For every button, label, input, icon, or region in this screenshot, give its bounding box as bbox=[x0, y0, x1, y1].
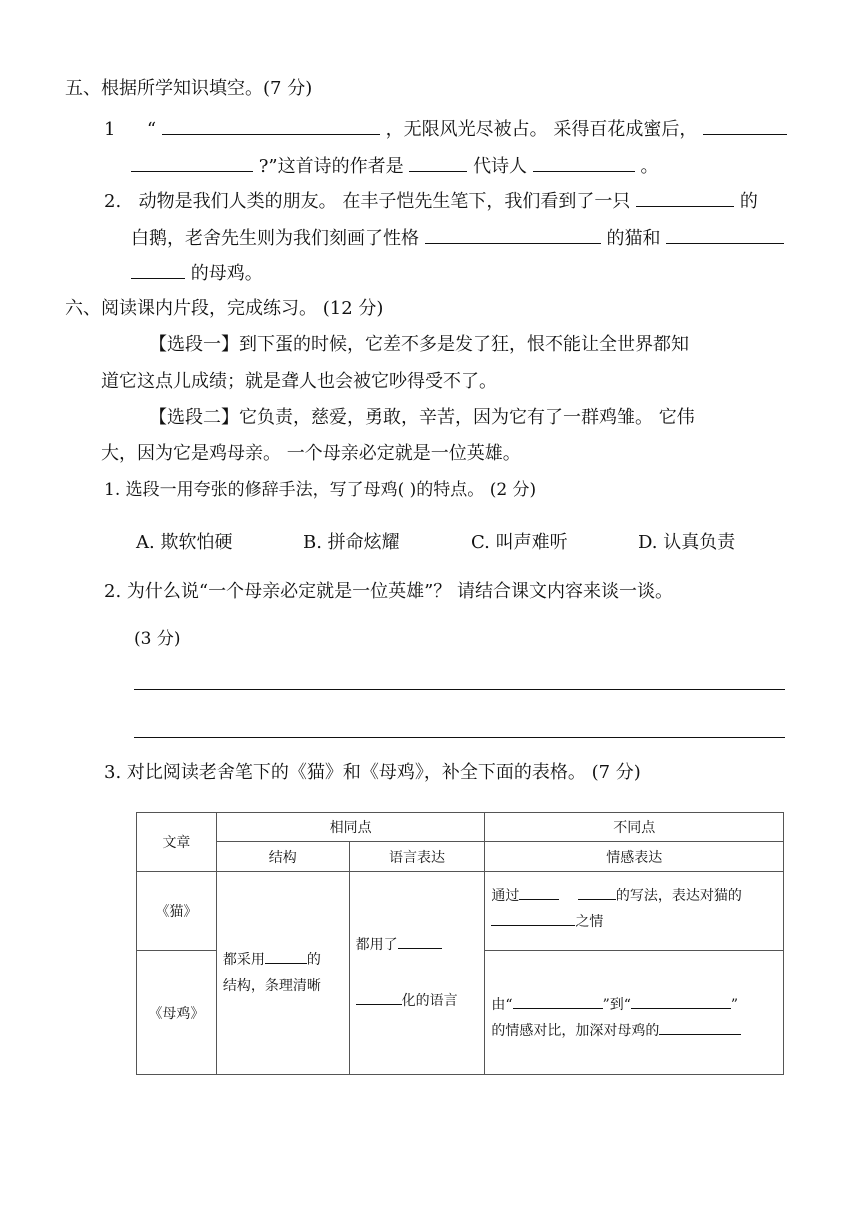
answer-blank[interactable] bbox=[636, 188, 734, 207]
option-b[interactable]: B. 拼命炫耀 bbox=[303, 532, 400, 553]
row-label-hen: 《母鸡》 bbox=[137, 951, 217, 1075]
answer-blank[interactable] bbox=[131, 260, 185, 279]
answer-blank[interactable] bbox=[513, 992, 603, 1009]
answer-line[interactable] bbox=[134, 737, 785, 738]
question-5-1-cont: ?”这首诗的作者是 代诗人 。 bbox=[131, 153, 659, 180]
answer-blank[interactable] bbox=[131, 153, 253, 172]
header-emotion: 情感表达 bbox=[485, 842, 784, 872]
answer-blank[interactable] bbox=[666, 225, 784, 244]
section-6-heading: 六、阅读课内片段，完成练习。 (12 分) bbox=[65, 298, 384, 319]
answer-line[interactable] bbox=[134, 689, 785, 690]
question-6-2: 2. 为什么说“一个母亲必定就是一位英雄”？ 请结合课文内容来谈一谈。 bbox=[104, 581, 674, 602]
option-d[interactable]: D. 认真负责 bbox=[638, 532, 736, 553]
answer-blank[interactable] bbox=[533, 153, 635, 172]
row-label-cat: 《猫》 bbox=[137, 872, 217, 951]
answer-blank[interactable] bbox=[659, 1018, 741, 1035]
question-6-2-score: (3 分) bbox=[134, 629, 181, 649]
question-5-2: 2. 动物是我们人类的朋友。 在丰子恺先生笔下，我们看到了一只 的 bbox=[104, 188, 758, 215]
answer-blank[interactable] bbox=[356, 988, 402, 1005]
header-article: 文章 bbox=[137, 813, 217, 872]
passage-2-line-1: 【选段二】它负责，慈爱，勇敢，辛苦，因为它有了一群鸡雏。 它伟 bbox=[149, 407, 695, 428]
question-6-3: 3. 对比阅读老舍笔下的《猫》和《母鸡》，补全下面的表格。 (7 分) bbox=[104, 762, 641, 783]
language-cell: 都用了 化的语言 bbox=[349, 872, 485, 1075]
answer-blank[interactable] bbox=[519, 883, 559, 900]
hen-emotion-cell: 由“ ”到“ ” 的情感对比，加深对母鸡的 bbox=[485, 951, 784, 1075]
header-diff: 不同点 bbox=[485, 813, 784, 842]
passage-1-line-2: 道它这点儿成绩；就是聋人也会被它吵得受不了。 bbox=[101, 371, 497, 392]
question-6-1: 1. 选段一用夸张的修辞手法，写了母鸡( )的特点。 (2 分) bbox=[104, 480, 537, 500]
answer-blank[interactable] bbox=[398, 932, 442, 949]
header-same: 相同点 bbox=[216, 813, 485, 842]
answer-blank[interactable] bbox=[703, 116, 787, 135]
header-structure: 结构 bbox=[216, 842, 349, 872]
structure-cell: 都采用 的 结构，条理清晰 bbox=[216, 872, 349, 1075]
question-5-2-cont2: 的母鸡。 bbox=[131, 260, 263, 287]
option-a[interactable]: A. 欺软怕硬 bbox=[136, 532, 233, 553]
section-5-heading: 五、根据所学知识填空。(7 分) bbox=[65, 78, 313, 99]
answer-blank[interactable] bbox=[491, 909, 575, 926]
answer-blank[interactable] bbox=[162, 116, 380, 135]
answer-blank[interactable] bbox=[265, 947, 307, 964]
question-5-1: 1 “ ，无限风光尽被占。 采得百花成蜜后， bbox=[104, 116, 787, 143]
header-language: 语言表达 bbox=[349, 842, 485, 872]
question-5-2-cont: 白鹅，老舍先生则为我们刻画了性格 的猫和 bbox=[131, 225, 784, 252]
option-c[interactable]: C. 叫声难听 bbox=[471, 532, 568, 553]
answer-blank[interactable] bbox=[578, 883, 616, 900]
answer-blank[interactable] bbox=[631, 992, 731, 1009]
answer-blank[interactable] bbox=[409, 153, 467, 172]
comparison-table bbox=[136, 812, 784, 1075]
answer-blank[interactable] bbox=[425, 225, 601, 244]
cat-emotion-cell: 通过 的写法，表达对猫的 之情 bbox=[485, 872, 784, 951]
question-number: 1 bbox=[104, 119, 116, 140]
passage-1-line-1: 【选段一】到下蛋的时候，它差不多是发了狂，恨不能让全世界都知 bbox=[149, 334, 689, 355]
passage-2-line-2: 大，因为它是鸡母亲。 一个母亲必定就是一位英雄。 bbox=[101, 443, 521, 464]
